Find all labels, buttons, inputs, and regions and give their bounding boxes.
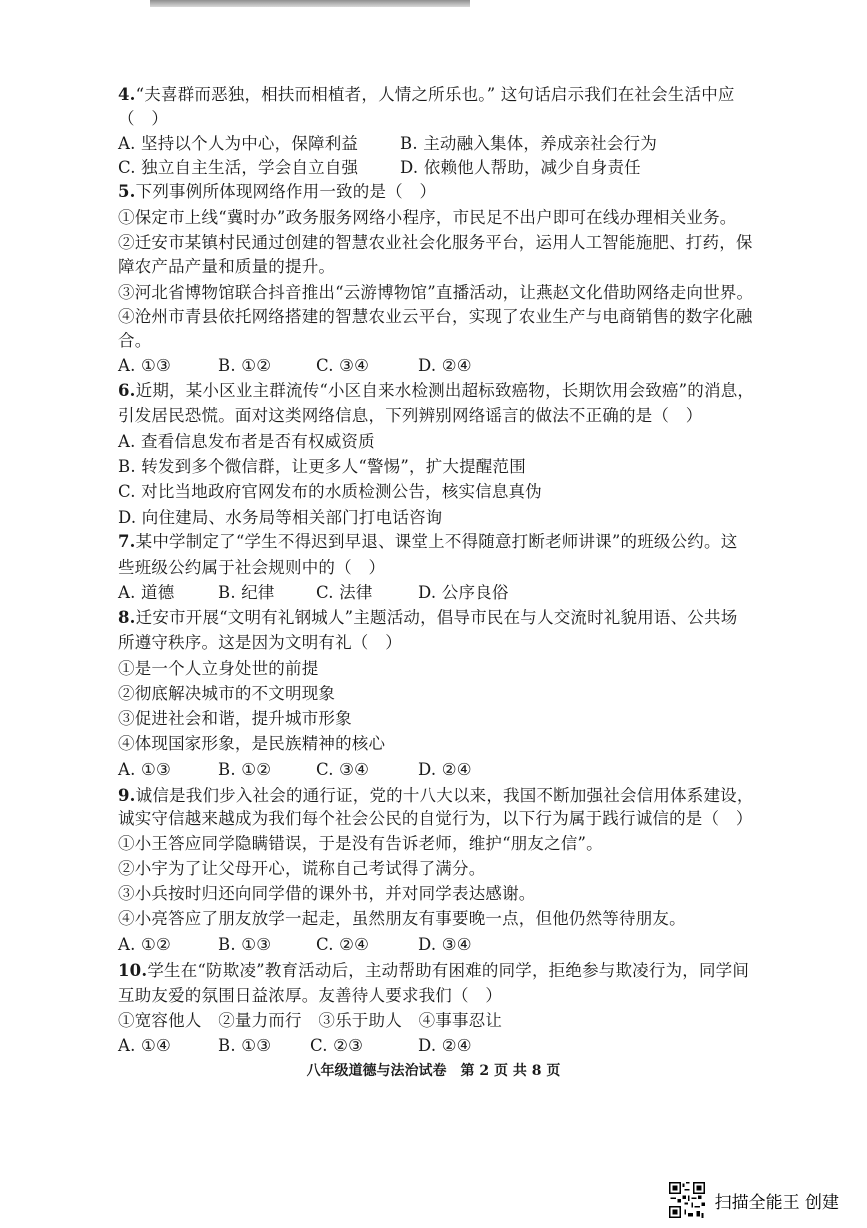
camscanner-label: 扫描全能王 创建	[714, 1192, 839, 1213]
q8-option-d: D. ②④	[418, 760, 472, 779]
q5-option-d: D. ②④	[418, 356, 472, 375]
q5-item-line: ①保定市上线“冀时办”政务服务网络小程序，市民足不出户即可在线办理相关业务。	[118, 208, 737, 227]
q9-item: ①小王答应同学隐瞒错误，于是没有告诉老师，维护“朋友之信”。	[118, 834, 603, 853]
q6-option-a: A. 查看信息发布者是否有权威资质	[118, 432, 375, 451]
q9-stem-line-2: 诚实守信越来越成为我们每个社会公民的自觉行为，以下行为属于践行诚信的是（ ）	[118, 809, 753, 828]
q5-item-line: ④沧州市青县依托网络搭建的智慧农业云平台，实现了农业生产与电商销售的数字化融	[118, 307, 753, 326]
q6-option-c: C. 对比当地政府官网发布的水质检测公告，核实信息真伪	[118, 482, 542, 501]
q6-stem-line-1: 6.近期，某小区业主群流传“小区自来水检测出超标致癌物，长期饮用会致癌”的消息，	[118, 381, 755, 400]
q8-item: ②彻底解决城市的不文明现象	[118, 684, 336, 703]
q8-stem-line-2: 所遵守秩序。这是因为文明有礼（ ）	[118, 633, 402, 652]
q5-item-line: 障农产品产量和质量的提升。	[118, 257, 336, 276]
q9-option-c: C. ②④	[316, 935, 370, 954]
q5-item-line: ③河北省博物馆联合抖音推出“云游博物馆”直播活动，让燕赵文化借助网络走向世界。	[118, 283, 754, 302]
q7-stem-line-2: 些班级公约属于社会规则中的（ ）	[118, 558, 386, 577]
q10-stem-line-1: 10.学生在“防欺凌”教育活动后，主动帮助有困难的同学，拒绝参与欺凌行为，同学间	[118, 961, 750, 980]
q8-option-a: A. ①③	[118, 760, 171, 779]
q5-option-b: B. ①②	[218, 356, 272, 375]
q10-option-b: B. ①③	[218, 1036, 272, 1055]
q9-item: ②小宇为了让父母开心，谎称自己考试得了满分。	[118, 859, 486, 878]
q9-item: ④小亮答应了朋友放学一起走，虽然朋友有事要晚一点，但他仍然等待朋友。	[118, 909, 686, 928]
q10-items: ①宽容他人 ②量力而行 ③乐于助人 ④事事忍让	[118, 1011, 503, 1030]
q8-option-b: B. ①②	[218, 760, 272, 779]
q9-option-a: A. ①②	[118, 935, 171, 954]
q8-option-c: C. ③④	[316, 760, 370, 779]
q5-option-c: C. ③④	[316, 356, 370, 375]
q7-stem-line-1: 7.某中学制定了“学生不得迟到早退、课堂上不得随意打断老师讲课”的班级公约。这	[118, 532, 738, 551]
q9-option-d: D. ③④	[418, 935, 472, 954]
q5-item-line: ②迁安市某镇村民通过创建的智慧农业社会化服务平台，运用人工智能施肥、打药，保	[118, 233, 753, 252]
q7-option-d: D. 公序良俗	[418, 583, 509, 602]
q10-option-a: A. ①④	[118, 1036, 171, 1055]
q7-option-a: A. 道德	[118, 583, 175, 602]
q8-item: ①是一个人立身处世的前提	[118, 659, 319, 678]
q4-stem-line-1: 4.“夫喜群而恶独，相扶而相植者，人情之所乐也。” 这句话启示我们在社会生活中应	[118, 85, 735, 104]
q10-option-c: C. ②③	[310, 1036, 364, 1055]
q8-item: ③促进社会和谐，提升城市形象	[118, 709, 352, 728]
q9-stem-line-1: 9.诚信是我们步入社会的通行证，党的十八大以来，我国不断加强社会信用体系建设，	[118, 786, 754, 805]
q7-option-c: C. 法律	[316, 583, 373, 602]
qr-code-icon	[669, 1182, 705, 1218]
q9-item: ③小兵按时归还向同学借的课外书，并对同学表达感谢。	[118, 884, 536, 903]
q8-stem-line-1: 8.迁安市开展“文明有礼钢城人”主题活动，倡导市民在与人交流时礼貌用语、公共场	[118, 608, 738, 627]
q7-option-b: B. 纪律	[218, 583, 275, 602]
q4-option-d: D. 依赖他人帮助，减少自身责任	[400, 158, 641, 177]
q6-option-d: D. 向住建局、水务局等相关部门打电话咨询	[118, 508, 443, 527]
q4-option-c: C. 独立自主生活，学会自立自强	[118, 158, 359, 177]
q4-option-b: B. 主动融入集体，养成亲社会行为	[400, 134, 658, 153]
camscanner-watermark	[669, 1184, 839, 1216]
q5-item-line: 合。	[118, 331, 152, 350]
q8-item: ④体现国家形象，是民族精神的核心	[118, 734, 386, 753]
q5-option-a: A. ①③	[118, 356, 171, 375]
q10-stem-line-2: 互助友爱的氛围日益浓厚。友善待人要求我们（ ）	[118, 986, 503, 1005]
q6-stem-line-2: 引发居民恐慌。面对这类网络信息，下列辨别网络谣言的做法不正确的是（ ）	[118, 406, 703, 425]
q9-option-b: B. ①③	[218, 935, 272, 954]
page-footer: 八年级道德与法治试卷 第 2 页 共 8 页	[306, 1063, 561, 1079]
q4-option-a: A. 坚持以个人为中心，保障利益	[118, 134, 359, 153]
q6-option-b: B. 转发到多个微信群，让更多人“警惕”，扩大提醒范围	[118, 457, 526, 476]
q4-stem-line-2: （ ）	[118, 109, 169, 128]
q5-stem: 5.下列事例所体现网络作用一致的是（ ）	[118, 182, 437, 201]
q10-option-d: D. ②④	[418, 1036, 472, 1055]
